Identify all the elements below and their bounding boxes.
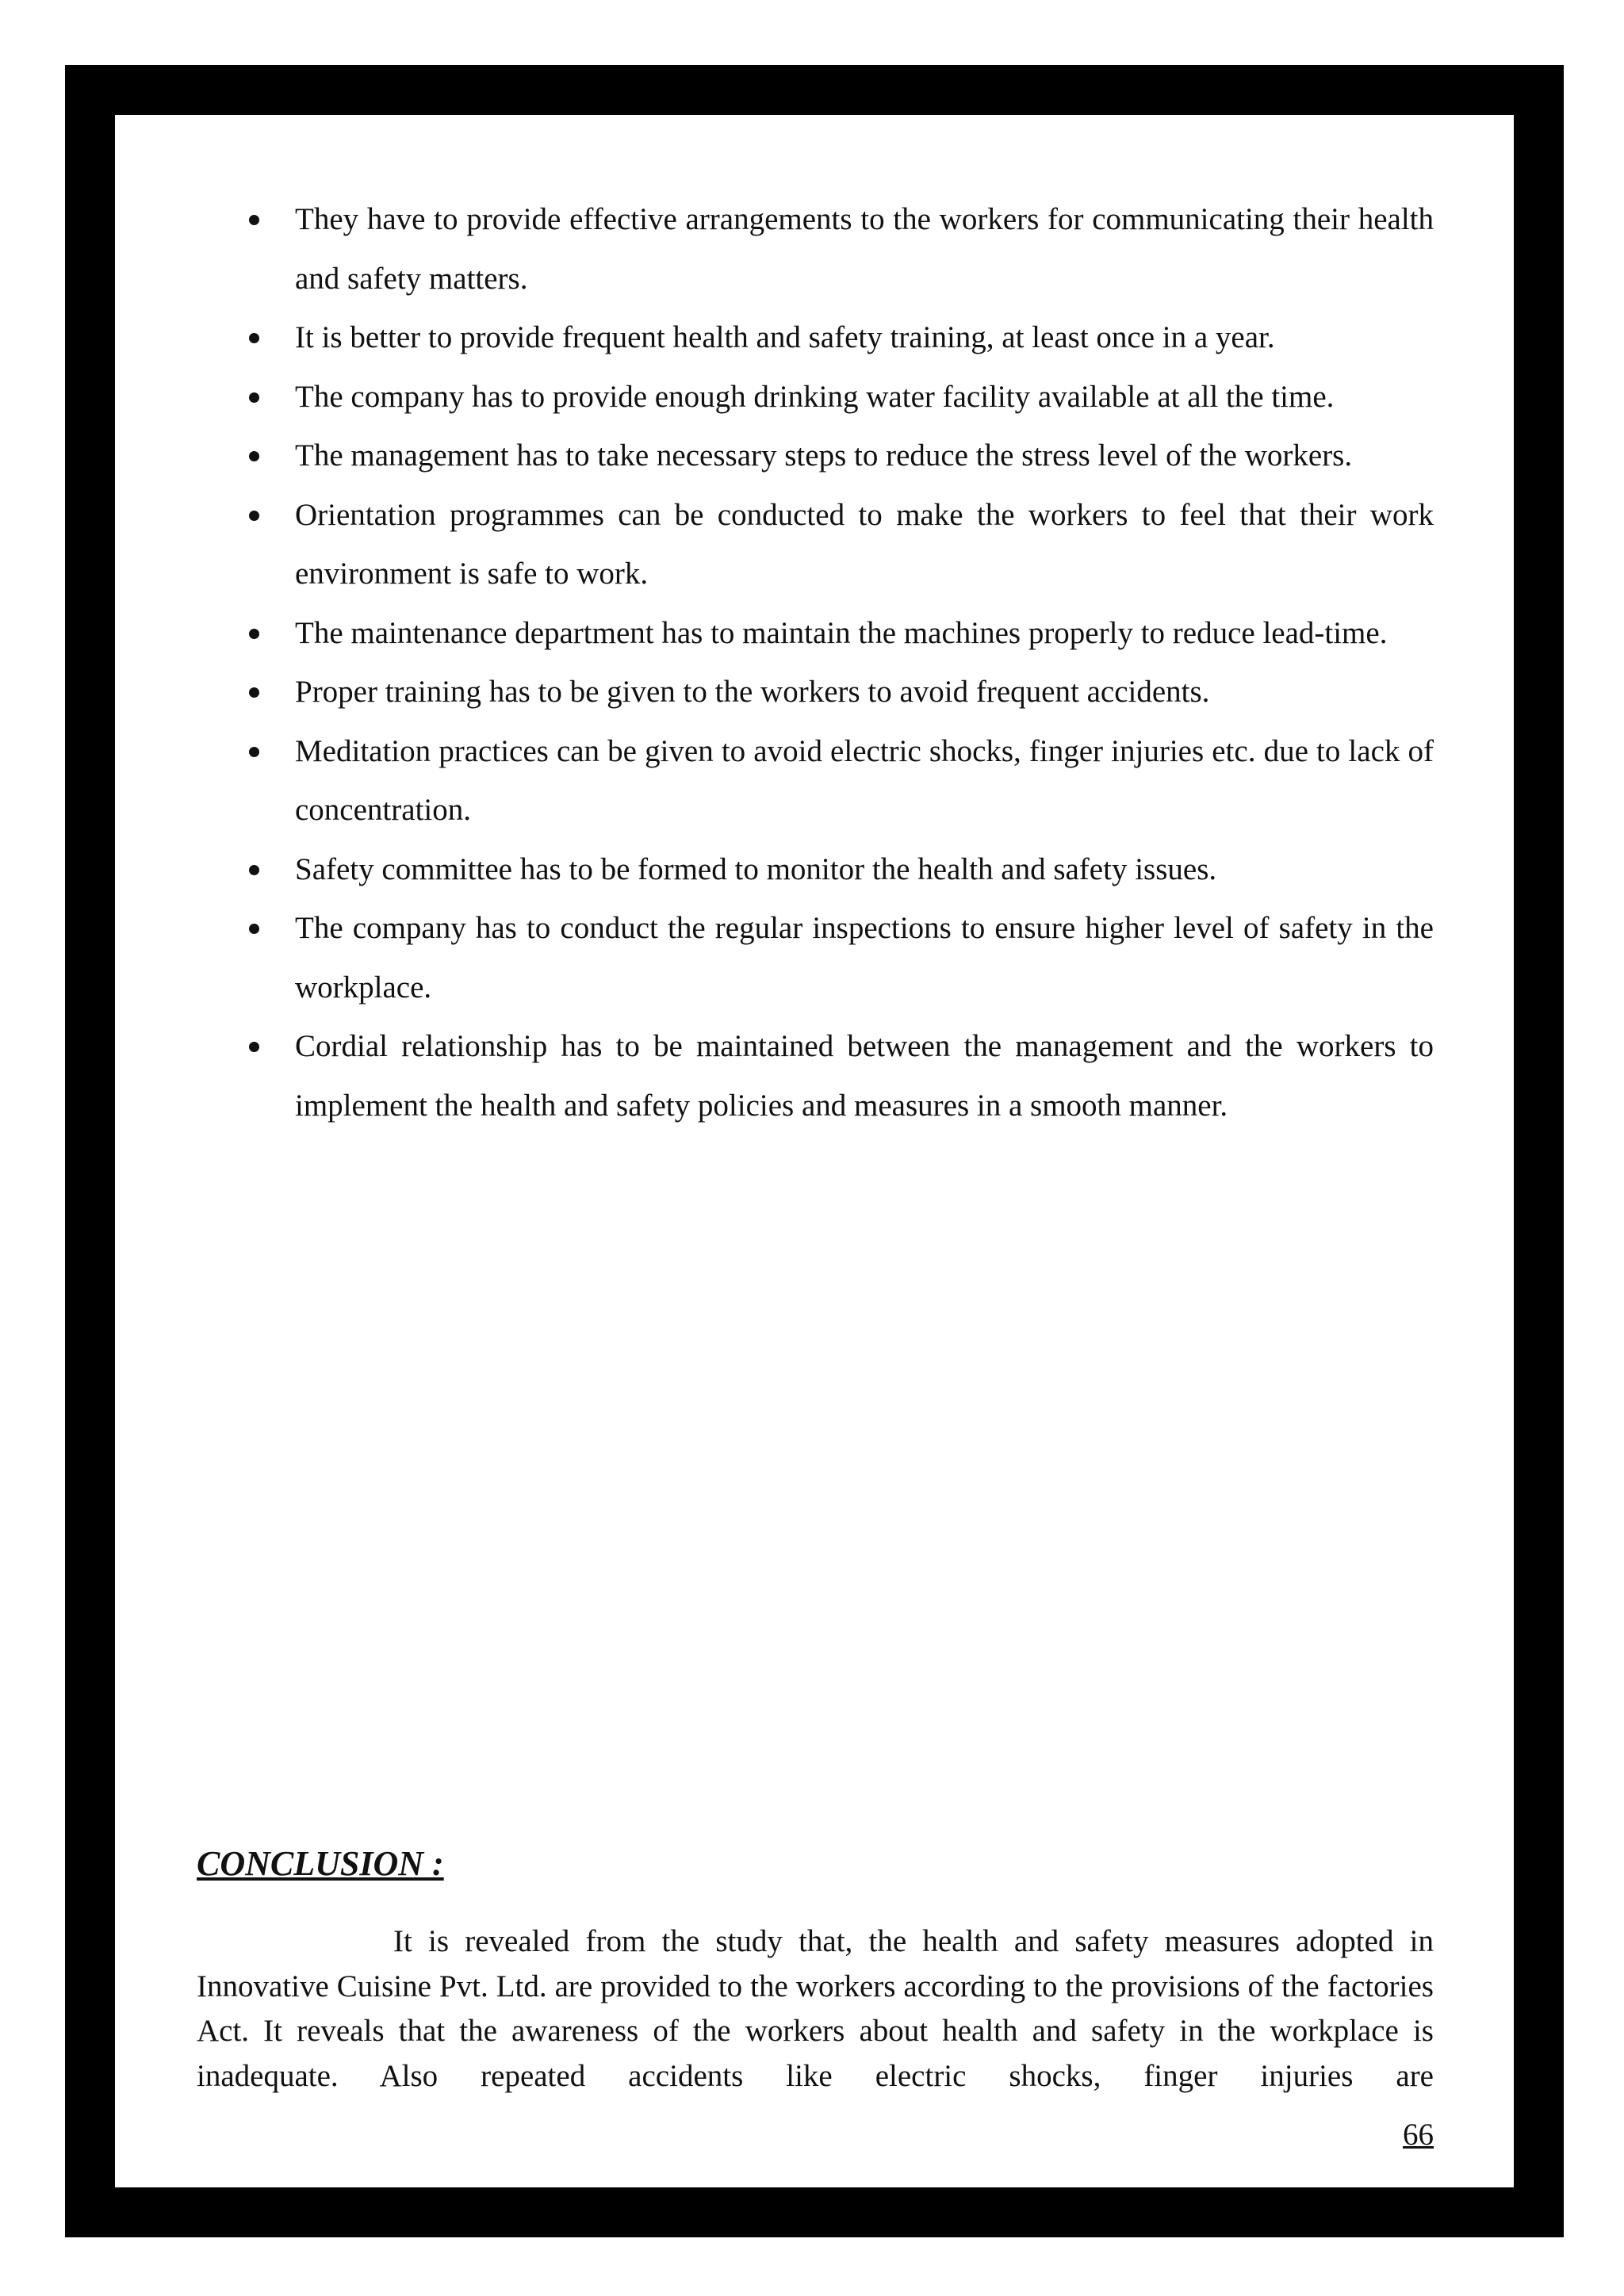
list-item-text: The management has to take necessary steps to reduce the stress level of the workers. [295, 438, 1353, 473]
bullet-icon [249, 511, 259, 521]
list-item-text: The company has to provide enough drinking water facility available at all the time. [295, 379, 1335, 414]
list-item-text: They have to provide effective arrangements to the workers for communicating their health and safety matters. [295, 202, 1434, 296]
bullet-icon [249, 687, 259, 698]
page-number: 66 [1403, 2118, 1434, 2152]
list-item [197, 840, 1434, 900]
list-item [197, 308, 1434, 368]
bullet-icon [249, 924, 259, 934]
bullet-icon [249, 215, 259, 225]
list-item [197, 190, 1434, 308]
recommendations-list [197, 190, 1434, 1135]
list-item [197, 663, 1434, 722]
conclusion-paragraph: It is revealed from the study that, the health and safety measures adopted in Innovative Cuisine Pvt. Ltd. are provided to the workers according to the provisions of the factories Act. It reveals that the awareness of the workers about health and safety in the workplace is inadequate. Also repeated accidents like electric shocks, finger injuries are [197, 1924, 1434, 2093]
list-item-text: Proper training has to be given to the workers to avoid frequent accidents. [295, 675, 1210, 709]
list-item [197, 1017, 1434, 1135]
bullet-icon [249, 629, 259, 639]
list-item [197, 722, 1434, 840]
list-item [197, 899, 1434, 1017]
list-item [197, 368, 1434, 427]
list-item-text: Meditation practices can be given to avoid electric shocks, finger injuries etc. due to lack of concentration. [295, 733, 1434, 827]
bullet-icon [249, 747, 259, 757]
bullet-icon [249, 1042, 259, 1052]
list-item [197, 604, 1434, 664]
list-item-text: Cordial relationship has to be maintained between the management and the workers to implement the health and safety policies and measures in a smooth manner. [295, 1029, 1434, 1123]
conclusion-heading: CONCLUSION : [197, 1844, 444, 1883]
list-item [197, 427, 1434, 486]
bullet-icon [249, 865, 259, 875]
list-item-text: The maintenance department has to maintain the machines properly to reduce lead-time. [295, 615, 1388, 650]
list-item [197, 486, 1434, 604]
list-item-text: The company has to conduct the regular inspections to ensure higher level of safety in the workplace. [295, 911, 1434, 1004]
list-item-text: Safety committee has to be formed to monitor the health and safety issues. [295, 851, 1217, 886]
bullet-icon [249, 392, 259, 403]
list-item-text: It is better to provide frequent health and safety training, at least once in a year. [295, 320, 1275, 354]
recommendations-section [197, 190, 1434, 1135]
bullet-icon [249, 451, 259, 461]
bullet-icon [249, 333, 259, 343]
list-item-text: Orientation programmes can be conducted to make the workers to feel that their work environment is safe to work. [295, 497, 1434, 591]
